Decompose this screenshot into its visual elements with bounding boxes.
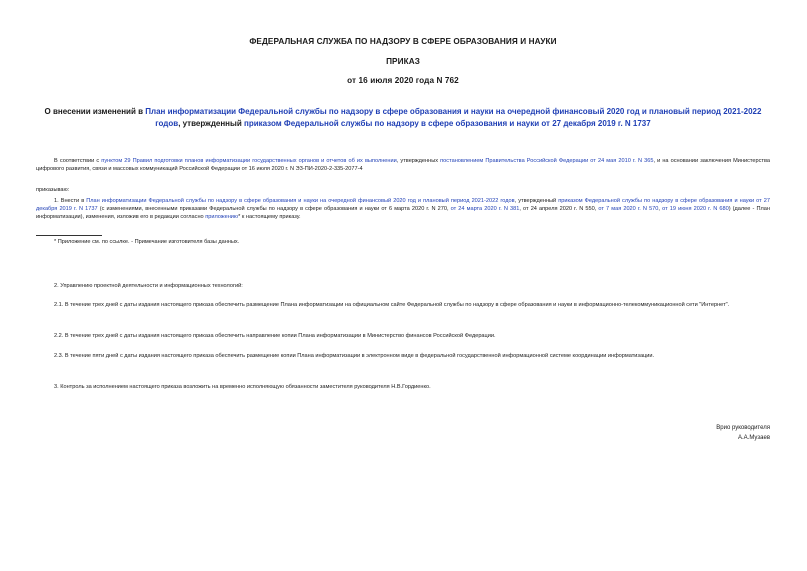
item1-link-order-381[interactable]: от 24 марта 2020 г. N 381 xyxy=(450,206,520,213)
title-text: , утвержденный xyxy=(178,119,244,128)
link-rules-p29[interactable]: пунктом 29 Правил подготовки планов информатизации государственных органов и отчетов об их выполнении xyxy=(101,158,397,164)
basis-text: , и на основании заключения Министерства цифрового развития, связи и массовых коммуникаций Российской Федерации от 16 июля 2020 г. N ЭЗ-ПИ-2020-2-335-2077-4 xyxy=(36,158,771,173)
footnote: * Приложение см. по ссылке. - Примечание изготовителя базы данных. xyxy=(54,239,240,245)
item-2-3-paragraph: 2.3. В течение пяти дней с даты издания настоящего приказа обеспечить размещение копии Плана информатизации в электронном виде в федеральной государственной информационной системе координации информатизации. xyxy=(54,353,655,359)
item1-text: 1. Внести в xyxy=(54,198,87,204)
item-2-1-paragraph: 2.1. В течение трех дней с даты издания настоящего приказа обеспечить размещение Плана информатизации на официальном сайте Федеральной службы по надзору в сфере образования и науки в информационно-телекоммуникационной сети "Интернет". xyxy=(54,302,730,308)
item1-text: * к настоящему приказу. xyxy=(238,214,301,221)
signatory-position: Врио руководителя xyxy=(716,425,770,431)
doc-type-heading: ПРИКАЗ xyxy=(386,57,420,66)
item-2-paragraph: 2. Управлению проектной деятельности и информационных технологий: xyxy=(54,283,243,289)
footnote-divider xyxy=(36,235,102,236)
item1-link-plan[interactable]: План информатизации Федеральной службы по надзору в сфере образования и науки на очередной финансовый 2020 год и плановый период 2021-2022 годов xyxy=(86,198,515,204)
orders-word: приказываю: xyxy=(36,187,70,193)
item-1-paragraph xyxy=(36,197,770,222)
title-link-order[interactable]: приказом Федеральной службы по надзору в сфере образования и науки от 27 декабря 2019 г. N 1737 xyxy=(243,119,651,128)
link-government-decree[interactable]: постановлением Правительства Российской Федерации от 24 мая 2010 г. N 365 xyxy=(440,158,654,164)
basis-text: , утвержденных xyxy=(396,158,441,164)
item1-text: ) (далее - План информатизации), изменения, изложив его в редакции согласно xyxy=(36,206,770,221)
signatory-name: А.А.Музаев xyxy=(737,435,770,441)
date-number-heading: от 16 июля 2020 года N 762 xyxy=(347,76,459,85)
item1-link-appendix[interactable]: приложению xyxy=(205,214,239,221)
item1-link-order-1737[interactable]: приказом Федеральной службы по надзору в сфере образования и науки от 27 декабря 2019 г. N 1737 xyxy=(36,198,771,213)
title-text: О внесении изменений в xyxy=(44,107,146,116)
title-link-plan[interactable]: План информатизации Федеральной службы по надзору в сфере образования и науки на очередной финансовый 2020 год и плановый период 2021-2022 годов xyxy=(145,107,762,128)
basis-paragraph xyxy=(36,157,770,173)
item-2-2-paragraph: 2.2. В течение трех дней с даты издания настоящего приказа обеспечить направление копии Плана информатизации в Министерство финансов Российской Федерации. xyxy=(54,333,496,339)
item1-link-order-570[interactable]: от 7 мая 2020 г. N 570 xyxy=(598,206,659,213)
organization-heading: ФЕДЕРАЛЬНАЯ СЛУЖБА ПО НАДЗОРУ В СФЕРЕ ОБРАЗОВАНИЯ И НАУКИ xyxy=(249,37,557,46)
item1-link-order-680[interactable]: от 19 июня 2020 г. N 680 xyxy=(662,206,729,213)
item1-text: , xyxy=(658,206,663,213)
item1-text: , от 24 апреля 2020 г. N 550, xyxy=(519,206,599,213)
item-3-paragraph: 3. Контроль за исполнением настоящего приказа возложить на временно исполняющую обязанности заместителя руководителя Н.В.Гордиенко. xyxy=(54,384,431,390)
item1-text: (с изменениями, внесенными приказами Федеральной службы по надзору в сфере образования и науки от 6 марта 2020 г. N 270, xyxy=(97,206,451,213)
page-title xyxy=(36,106,770,130)
signature-block xyxy=(716,423,770,443)
item1-text: , утвержденный xyxy=(514,198,559,204)
basis-text: В соответствии с xyxy=(54,158,102,164)
